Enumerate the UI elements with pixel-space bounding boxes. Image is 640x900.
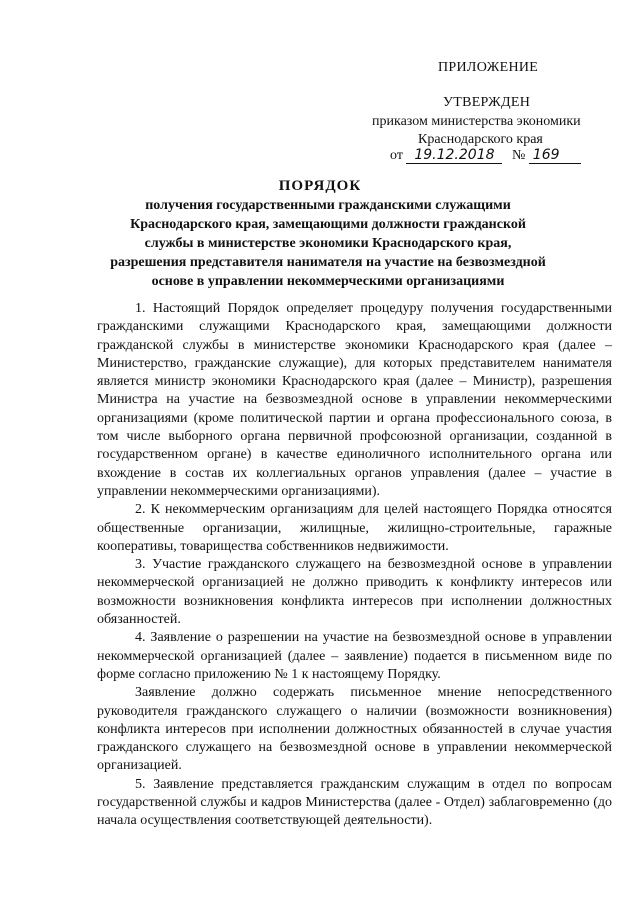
order-line-2: Краснодарского края [418, 132, 543, 147]
paragraph-3: 3. Участие гражданского служащего на безвозмездной основе в управлении некоммерческой организацией не должно приводить к конфликту интересов или возможности возникновения конфликта интересов при исполнении должностных обязанностей. [97, 557, 612, 628]
approved-label: УТВЕРЖДЕН [443, 95, 531, 110]
document-title: ПОРЯДОК [278, 178, 362, 194]
order-date-line [390, 147, 581, 164]
order-date-handwritten: 19.12.2018 [406, 147, 502, 164]
paragraph-4-continued: Заявление должно содержать письменное мнение непосредственного руководителя гражданского служащего о наличии (возможности возникновения) конфликта интересов при исполнении должностных обязанностей в случае участия гражданского служащего на безвозмездной основе в управлении некоммерческой организацией. [97, 685, 612, 774]
number-prefix: № [511, 148, 526, 163]
document-subtitle: получения государственными гражданскими служащими Краснодарского края, замещающими должности гражданской службы в министерстве экономики Краснодарского края, разрешения представителя нанимателя на участие на безвозмездной основе в управлении некоммерческими организациями [110, 198, 546, 289]
order-number-handwritten: 169 [529, 147, 581, 164]
paragraph-5: 5. Заявление представляется гражданским служащим в отдел по вопросам государственной службы и кадров Министерства (далее - Отдел) заблаговременно (до начала осуществления соответствующей деятельности). [97, 776, 612, 829]
document-body [97, 300, 612, 831]
paragraph-1: 1. Настоящий Порядок определяет процедуру получения государственными гражданскими служащими Краснодарского края, замещающими должности гражданской службы в министерстве экономики Краснодарского края (далее – Министерство, гражданские служащие), для которых представителем нанимателя является министр экономики Краснодарского края (далее – Министр), разрешения Министра на участие на безвозмездной основе в управлении некоммерческими организациями (кроме политической партии и органа профессионального союза, в том числе выборного органа первичной профсоюзной организации, созданной в государственном органе) в качестве единоличного исполнительного органа или вхождение в состав их коллегиальных органов управления (далее – участие в управлении некоммерческими организациями). [97, 301, 612, 499]
order-line-1: приказом министерства экономики [372, 114, 581, 129]
appendix-label: ПРИЛОЖЕНИЕ [438, 60, 539, 75]
date-prefix: от [390, 148, 403, 163]
paragraph-2: 2. К некоммерческим организациям для целей настоящего Порядка относятся общественные организации, жилищные, жилищно-строительные, гаражные кооперативы, товарищества собственников недвижимости. [97, 502, 612, 554]
paragraph-4: 4. Заявление о разрешении на участие на безвозмездной основе в управлении некоммерческой организацией (далее – заявление) подается в письменном виде по форме согласно приложению № 1 к настоящему Порядку. [97, 630, 612, 682]
